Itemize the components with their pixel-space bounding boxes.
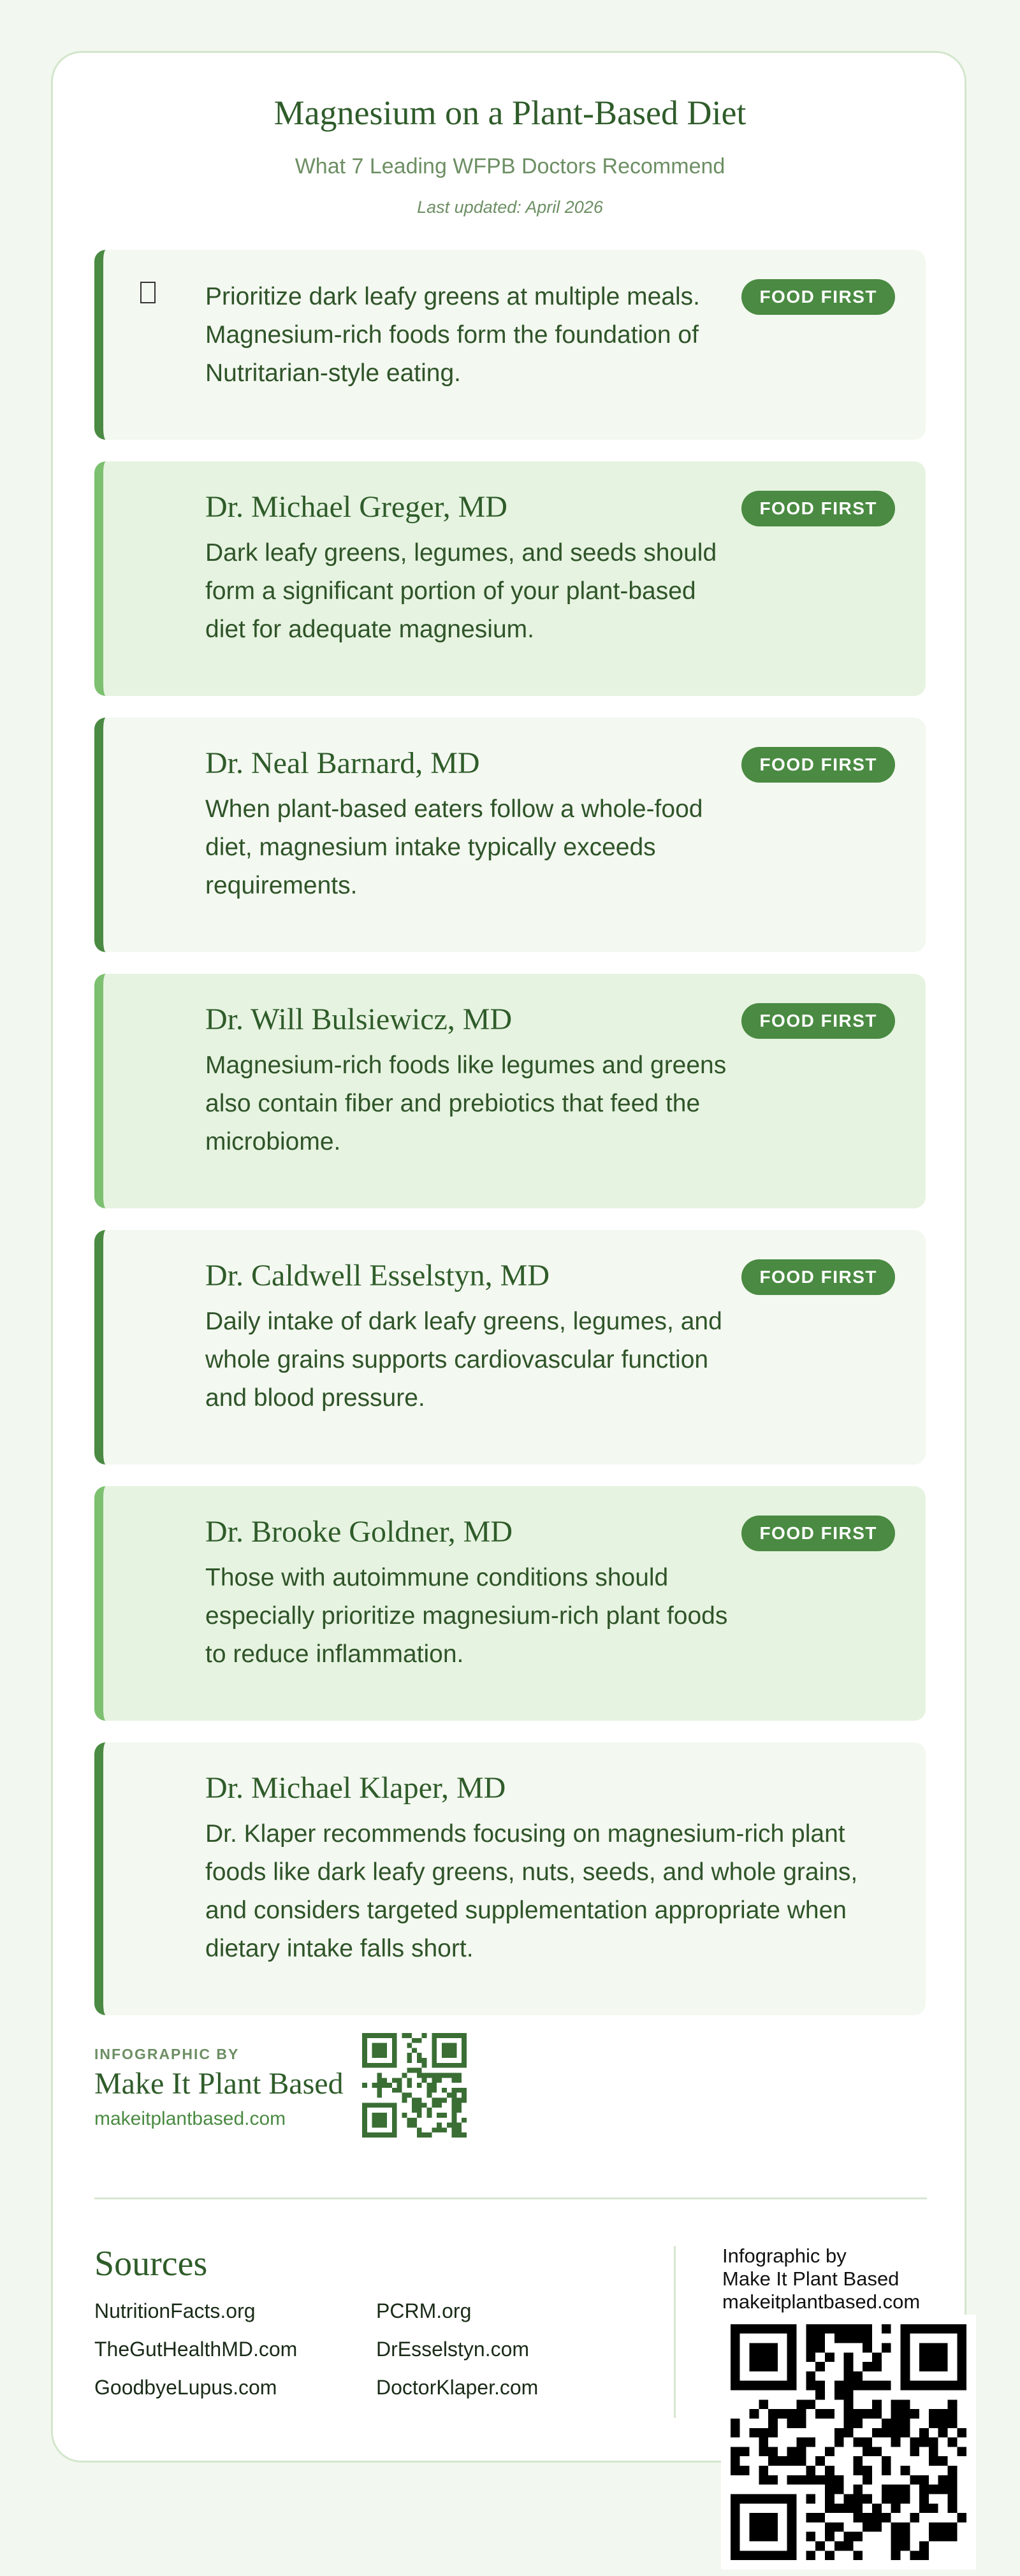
source-link[interactable]: NutritionFacts.org [94, 2299, 256, 2322]
food-first-badge: FOOD FIRST [741, 1516, 895, 1551]
page-title: Magnesium on a Plant-Based Diet [273, 94, 747, 132]
food-first-badge: FOOD FIRST [741, 1003, 895, 1039]
doctor-name: Dr. Michael Klaper, MD [205, 1771, 506, 1805]
food-first-badge: FOOD FIRST [741, 279, 895, 315]
doctor-name: Dr. Neal Barnard, MD [205, 746, 480, 780]
doctor-name: Dr. Michael Greger, MD [205, 490, 507, 524]
vertical-divider [674, 2246, 676, 2418]
section-divider [94, 2197, 927, 2199]
page-subtitle: What 7 Leading WFPB Doctors Recommend [295, 154, 725, 178]
recommendation-text: Prioritize dark leafy greens at multiple meals. Magnesium-rich foods form the foundation of Nutritarian-style eating. [205, 283, 700, 387]
doctor-name: Dr. Caldwell Esselstyn, MD [205, 1259, 550, 1292]
infographic-by-label: INFOGRAPHIC BY [94, 2046, 240, 2062]
recommendation-card [94, 974, 926, 1208]
credit-block [722, 2245, 920, 2313]
recommendation-card [94, 461, 926, 696]
doctor-name: Dr. Will Bulsiewicz, MD [205, 1002, 513, 1036]
source-link[interactable]: GoodbyeLupus.com [94, 2376, 277, 2399]
recommendation-text: Those with autoimmune conditions should especially prioritize magnesium-rich plant foods to reduce inflammation. [205, 1564, 728, 1668]
recommendation-card [94, 718, 926, 952]
food-first-badge: FOOD FIRST [741, 1259, 895, 1295]
credit-line: Infographic by [722, 2245, 847, 2267]
brand-name: Make It Plant Based [94, 2067, 344, 2101]
last-updated: Last updated: April 2026 [417, 198, 603, 217]
recommendation-text: Dr. Klaper recommends focusing on magnesium-rich plant foods like dark leafy greens, nuts, seeds, and whole grains, and considers targeted supplementation appropriate when dietary intake falls short. [205, 1820, 858, 1962]
recommendation-text: Daily intake of dark leafy greens, legumes, and whole grains supports cardiovascular function and blood pressure. [205, 1308, 722, 1412]
food-first-badge: FOOD FIRST [741, 747, 895, 783]
recommendation-text: When plant-based eaters follow a whole-food diet, magnesium intake typically exceeds requirements. [205, 795, 703, 899]
brand-url[interactable]: makeitplantbased.com [94, 2108, 286, 2129]
qr-code-icon[interactable] [721, 2315, 976, 2570]
recommendation-card [94, 1742, 926, 2015]
qr-code-icon[interactable] [362, 2033, 467, 2138]
recommendation-text: Magnesium-rich foods like legumes and greens also contain fiber and prebiotics that feed the microbiome. [205, 1052, 727, 1155]
doctor-name: Dr. Brooke Goldner, MD [205, 1515, 513, 1549]
credit-line: Make It Plant Based [722, 2268, 900, 2290]
checkbox-icon[interactable] [140, 282, 156, 303]
recommendation-card [94, 250, 926, 440]
recommendation-card [94, 1486, 926, 1721]
sources-title: Sources [94, 2244, 208, 2283]
source-link[interactable]: PCRM.org [376, 2299, 472, 2322]
source-link[interactable]: DoctorKlaper.com [376, 2376, 539, 2399]
recommendation-card [94, 1230, 926, 1465]
recommendation-text: Dark leafy greens, legumes, and seeds should form a significant portion of your plant-based diet for adequate magnesium. [205, 539, 717, 643]
source-link[interactable]: TheGutHealthMD.com [94, 2338, 298, 2361]
credit-url[interactable]: makeitplantbased.com [722, 2290, 921, 2313]
source-link[interactable]: DrEsselstyn.com [376, 2338, 530, 2361]
food-first-badge: FOOD FIRST [741, 491, 895, 526]
